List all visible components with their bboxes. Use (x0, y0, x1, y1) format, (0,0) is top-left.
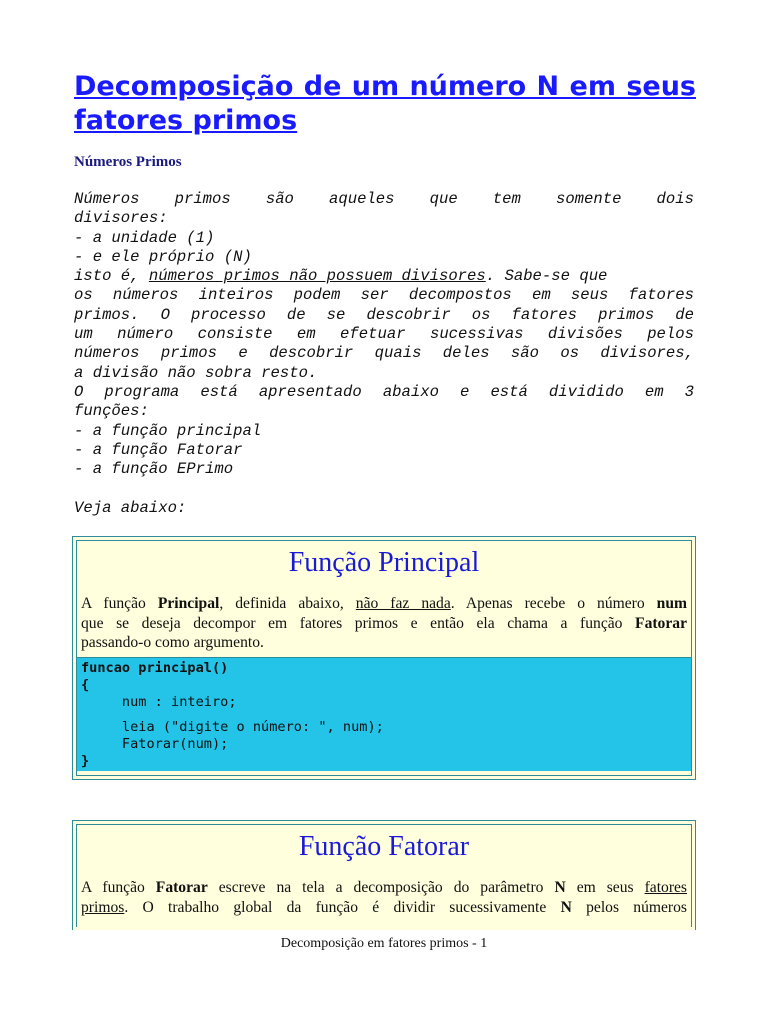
intro-line: os números inteiros podem ser decompostos em seus fatores (74, 286, 694, 305)
code-line: funcao principal() (81, 659, 229, 676)
intro-line: O programa está apresentado abaixo e está dividido em 3 (74, 382, 694, 401)
intro-line: - a função Fatorar (74, 440, 243, 459)
text-segment: em seus (565, 879, 645, 896)
intro-line: um número consiste em efetuar sucessivas divisões pelos (74, 325, 694, 344)
intro-line: primos. O processo de se descobrir os fatores primos de (74, 305, 694, 324)
text-segment: . Apenas recebe o número (450, 595, 657, 612)
text-segment: pelos números (571, 898, 687, 916)
description-line (81, 594, 687, 614)
bold-term: num (656, 595, 688, 612)
section-subtitle: Números Primos (74, 154, 182, 170)
intro-line: - a unidade (1) (74, 228, 215, 247)
intro-text-segment: . Sabe-se que (485, 267, 608, 286)
box-description (77, 594, 691, 653)
underlined-phrase: não faz nada (355, 595, 451, 612)
intro-line: funções: (74, 402, 149, 421)
function-box-principal (72, 536, 696, 780)
intro-line: Números primos são aqueles que tem somente dois (74, 190, 694, 208)
intro-line: números primos e descobrir quais deles são os divisores, (74, 344, 694, 363)
code-line: } (81, 752, 90, 769)
description-line: passando-o como argumento. (81, 634, 264, 651)
box-title: Função Fatorar (298, 831, 470, 862)
intro-line: - e ele próprio (N) (74, 247, 252, 266)
code-gap (81, 711, 687, 719)
description-line (81, 898, 687, 918)
intro-line (74, 267, 694, 286)
intro-line: Veja abaixo: (74, 498, 187, 517)
description-line (81, 614, 687, 634)
text-segment: que se deseja decompor em fatores primos e então ela chama a função (81, 614, 636, 632)
function-box-inner (76, 540, 692, 776)
intro-line: a divisão não sobra resto. (74, 363, 318, 382)
page-footer: Decomposição em fatores primos - 1 (280, 936, 488, 951)
bold-term: N (560, 898, 572, 916)
text-segment: escreve na tela a decomposição do parâmetro (207, 879, 555, 896)
intro-line: - a função principal (74, 421, 262, 440)
underlined-phrase: fatores (644, 879, 688, 896)
box-description (77, 878, 691, 917)
box-title: Função Principal (288, 547, 480, 578)
text-segment: , definida abaixo, (219, 595, 356, 612)
text-segment: A função (81, 595, 158, 612)
bold-term: Principal (157, 595, 220, 612)
code-line: Fatorar(num); (81, 735, 229, 752)
code-line: leia ("digite o número: ", num); (81, 718, 384, 735)
bold-term: Fatorar (635, 614, 687, 632)
intro-line: - a função EPrimo (74, 460, 234, 479)
underlined-phrase: primos (81, 898, 125, 916)
function-box-inner (76, 824, 692, 927)
intro-text-segment: isto é, (74, 267, 149, 286)
blank-line (74, 479, 694, 498)
code-block (77, 657, 691, 771)
intro-line: divisores: (74, 209, 168, 228)
code-line: { (81, 676, 90, 693)
underlined-phrase: números primos não possuem divisores (148, 267, 486, 286)
description-line (81, 878, 687, 898)
code-line: num : inteiro; (81, 693, 237, 710)
text-segment: A função (81, 879, 156, 896)
intro-text (74, 190, 694, 518)
document-title: Decomposição de um número N em seus fatores primos (74, 71, 696, 136)
bold-term: Fatorar (155, 879, 208, 896)
bold-term: N (554, 879, 566, 896)
function-box-fatorar (72, 820, 696, 930)
text-segment: . O trabalho global da função é dividir sucessivamente (124, 898, 561, 916)
